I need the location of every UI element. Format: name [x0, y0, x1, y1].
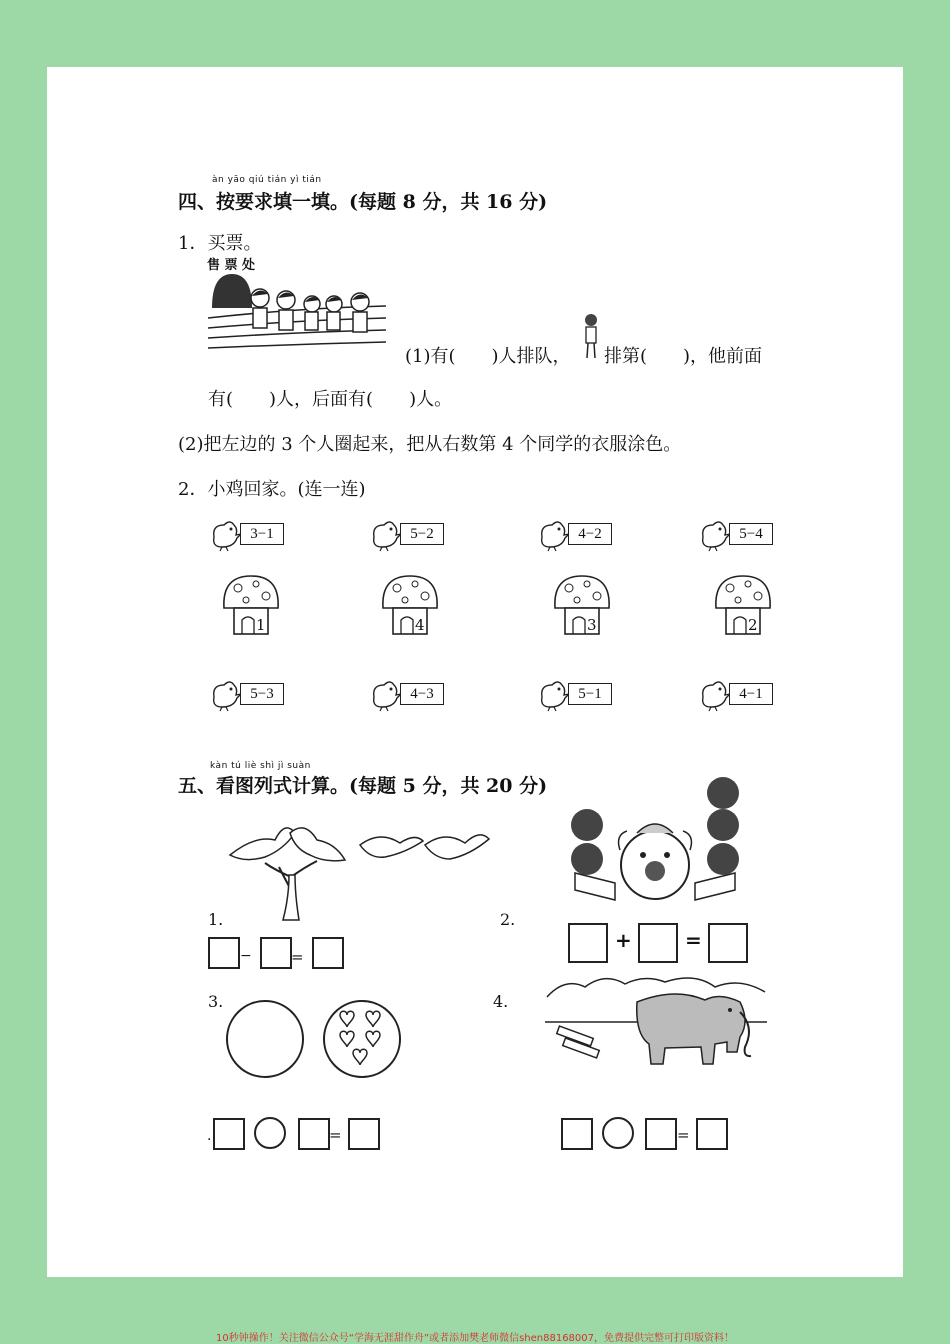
- equals-sign: =: [291, 948, 304, 966]
- chick-icon[interactable]: [208, 677, 242, 715]
- section4-pinyin: àn yāo qiú tián yì tián: [212, 175, 322, 185]
- expression-box[interactable]: 5−3: [240, 683, 284, 705]
- equals-sign: =: [677, 1126, 690, 1144]
- answer-box[interactable]: [208, 937, 240, 969]
- answer-box[interactable]: [708, 923, 748, 963]
- expression-box[interactable]: 4−2: [568, 523, 612, 545]
- section5-title: 五、看图列式计算。(每题 5 分，共 20 分): [178, 775, 548, 797]
- q2-label: 2．小鸡回家。(连一连): [178, 479, 366, 500]
- operator-circle[interactable]: [602, 1117, 634, 1149]
- expression-box[interactable]: 5−1: [568, 683, 612, 705]
- answer-box[interactable]: [561, 1118, 593, 1150]
- expression-box[interactable]: 4−3: [400, 683, 444, 705]
- section4-title: 四、按要求填一填。(每题 8 分，共 16 分): [178, 191, 548, 213]
- expression-box[interactable]: 5−4: [729, 523, 773, 545]
- answer-box[interactable]: [213, 1118, 245, 1150]
- label-1: 1.: [208, 910, 224, 929]
- expression-box[interactable]: 4−1: [729, 683, 773, 705]
- mushroom-house[interactable]: [222, 574, 280, 640]
- answer-box[interactable]: [568, 923, 608, 963]
- equals-sign: =: [329, 1126, 342, 1144]
- q1-line2: 有( )人，后面有( )人。: [208, 389, 453, 410]
- student-icon: [580, 312, 602, 360]
- tree-birds-picture: [225, 815, 495, 920]
- answer-box[interactable]: [260, 937, 292, 969]
- empty-circle: [226, 1000, 304, 1078]
- house-number: 1: [256, 616, 266, 634]
- answer-box[interactable]: [298, 1118, 330, 1150]
- house-number: 2: [748, 616, 758, 634]
- minus-sign: −: [240, 948, 252, 964]
- ticket-sign: 售 票 处: [207, 258, 256, 273]
- footer-note: 10秒钟操作！关注微信公众号“学海无涯甜作舟”或者添加樊老师微信shen88168007，免费提供完整可打印版资料！: [215, 1333, 735, 1344]
- mushroom-house[interactable]: [714, 574, 772, 640]
- q1-label: 1．买票。: [178, 233, 262, 254]
- stray-dot: .: [207, 1128, 212, 1144]
- answer-box[interactable]: [696, 1118, 728, 1150]
- chick-icon[interactable]: [697, 677, 731, 715]
- elephant-picture: [545, 972, 770, 1077]
- chick-icon[interactable]: [536, 517, 570, 555]
- expression-box[interactable]: 3−1: [240, 523, 284, 545]
- answer-box[interactable]: [312, 937, 344, 969]
- section5-pinyin: kàn tú liè shì jì suàn: [210, 761, 311, 771]
- queue-illustration: [208, 268, 388, 358]
- worksheet-page: [47, 67, 903, 1277]
- house-number: 3: [587, 616, 597, 634]
- q1-line3: (2)把左边的 3 个人圈起来，把从右数第 4 个同学的衣服涂色。: [178, 434, 682, 455]
- answer-box[interactable]: [638, 923, 678, 963]
- label-3: 3.: [208, 992, 224, 1011]
- equals-sign: =: [685, 928, 702, 952]
- chick-icon[interactable]: [208, 517, 242, 555]
- heart-icons: [323, 1000, 401, 1078]
- chick-icon[interactable]: [368, 677, 402, 715]
- chick-icon[interactable]: [697, 517, 731, 555]
- mushroom-house[interactable]: [553, 574, 611, 640]
- chick-icon[interactable]: [536, 677, 570, 715]
- operator-circle[interactable]: [254, 1117, 286, 1149]
- label-2: 2.: [500, 910, 516, 929]
- clown-juggling-picture: [565, 775, 755, 905]
- q1-line1a: (1)有( )人排队，: [405, 346, 571, 367]
- answer-box[interactable]: [645, 1118, 677, 1150]
- expression-box[interactable]: 5−2: [400, 523, 444, 545]
- label-4: 4.: [493, 992, 509, 1011]
- mushroom-house[interactable]: [381, 574, 439, 640]
- chick-icon[interactable]: [368, 517, 402, 555]
- plus-sign: +: [615, 928, 632, 952]
- answer-box[interactable]: [348, 1118, 380, 1150]
- house-number: 4: [415, 616, 425, 634]
- q1-line1b: 排第( )，他前面: [604, 346, 763, 367]
